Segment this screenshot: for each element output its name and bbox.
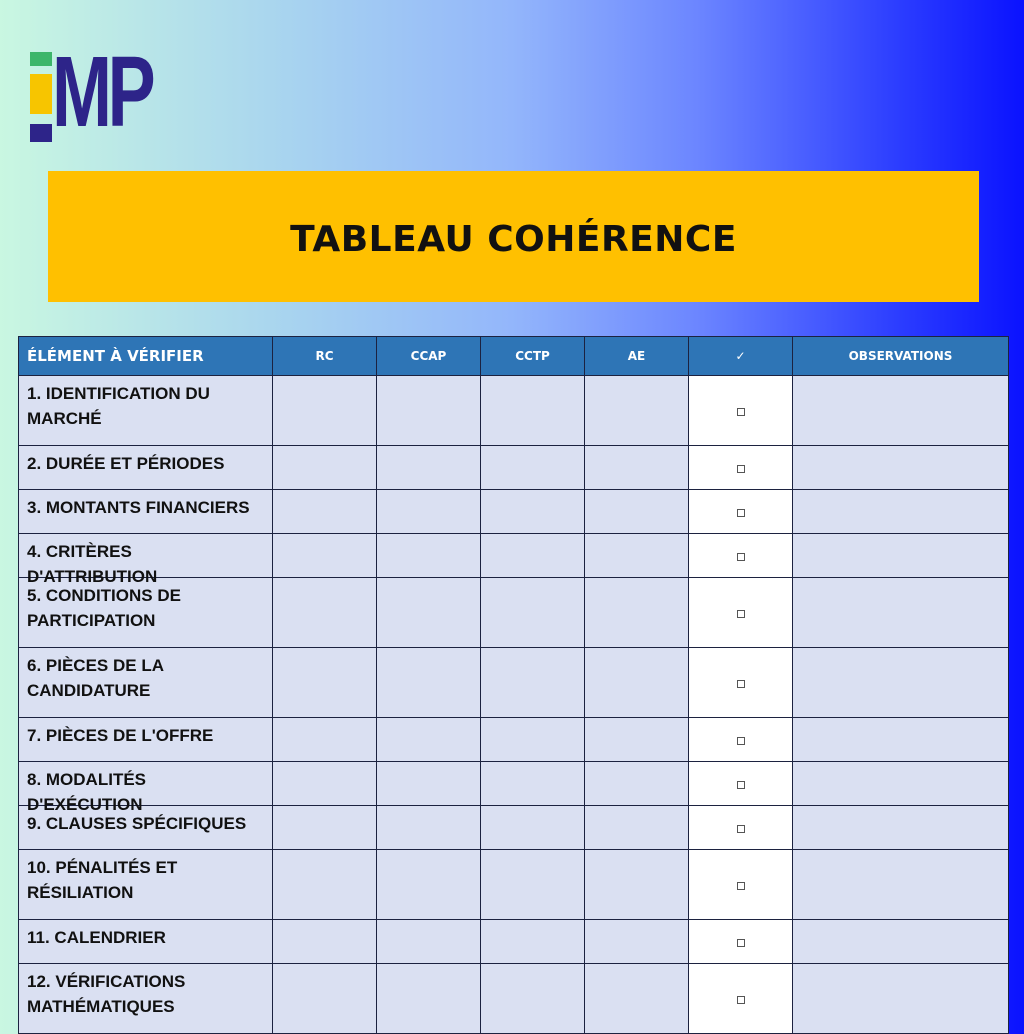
row-label-cell: [19, 806, 273, 850]
check-cell: [689, 578, 793, 648]
check-cell: [689, 762, 793, 806]
table-row: [19, 806, 1009, 850]
row-label: 11. CALENDRIER: [27, 928, 166, 947]
cell-rc[interactable]: [273, 578, 377, 648]
cell-cctp[interactable]: [481, 446, 585, 490]
cell-ae[interactable]: [585, 806, 689, 850]
table-header-row: [19, 337, 1009, 376]
checkbox-icon[interactable]: [737, 996, 745, 1004]
cell-cctp[interactable]: [481, 920, 585, 964]
header-ae: AE: [585, 337, 689, 376]
cell-cctp[interactable]: [481, 850, 585, 920]
cell-ae[interactable]: [585, 964, 689, 1034]
cell-ccap[interactable]: [377, 718, 481, 762]
check-cell: [689, 718, 793, 762]
cell-ae[interactable]: [585, 490, 689, 534]
cell-observations[interactable]: [793, 920, 1009, 964]
cell-ae[interactable]: [585, 762, 689, 806]
cell-observations[interactable]: [793, 490, 1009, 534]
cell-ae[interactable]: [585, 920, 689, 964]
title-banner: [48, 171, 979, 302]
cell-rc[interactable]: [273, 718, 377, 762]
cell-ae[interactable]: [585, 534, 689, 578]
cell-cctp[interactable]: [481, 534, 585, 578]
cell-cctp[interactable]: [481, 806, 585, 850]
cell-observations[interactable]: [793, 376, 1009, 446]
cell-rc[interactable]: [273, 534, 377, 578]
cell-observations[interactable]: [793, 648, 1009, 718]
check-cell: [689, 850, 793, 920]
check-cell: [689, 376, 793, 446]
table-row: [19, 648, 1009, 718]
check-cell: [689, 446, 793, 490]
row-label-cell: [19, 718, 273, 762]
checkbox-icon[interactable]: [737, 408, 745, 416]
table-row: [19, 534, 1009, 578]
cell-cctp[interactable]: [481, 490, 585, 534]
cell-ccap[interactable]: [377, 376, 481, 446]
row-label-cell: [19, 648, 273, 718]
cell-cctp[interactable]: [481, 718, 585, 762]
cell-ae[interactable]: [585, 718, 689, 762]
cell-ae[interactable]: [585, 578, 689, 648]
table-row: [19, 718, 1009, 762]
cell-rc[interactable]: [273, 964, 377, 1034]
checkbox-icon[interactable]: [737, 825, 745, 833]
cell-rc[interactable]: [273, 490, 377, 534]
cell-rc[interactable]: [273, 376, 377, 446]
cell-rc[interactable]: [273, 806, 377, 850]
row-label: 5. CONDITIONS DE PARTICIPATION: [27, 586, 181, 630]
row-label-cell: [19, 490, 273, 534]
row-label-cell: [19, 920, 273, 964]
cell-ccap[interactable]: [377, 578, 481, 648]
row-label-cell: [19, 850, 273, 920]
table-row: [19, 578, 1009, 648]
logo-purple-bar: [30, 124, 52, 142]
table-row: [19, 920, 1009, 964]
cell-ccap[interactable]: [377, 850, 481, 920]
row-label-cell: [19, 578, 273, 648]
checkbox-icon[interactable]: [737, 939, 745, 947]
row-label-cell: [19, 964, 273, 1034]
table-row: [19, 490, 1009, 534]
row-label: 7. PIÈCES DE L'OFFRE: [27, 726, 214, 745]
header-cctp: CCTP: [481, 337, 585, 376]
checkbox-icon[interactable]: [737, 509, 745, 517]
check-cell: [689, 534, 793, 578]
cell-ae[interactable]: [585, 376, 689, 446]
coherence-table: [18, 336, 1009, 1034]
header-observations: OBSERVATIONS: [793, 337, 1009, 376]
cell-rc[interactable]: [273, 920, 377, 964]
table-row: [19, 376, 1009, 446]
table-row: [19, 762, 1009, 806]
checkbox-icon[interactable]: [737, 781, 745, 789]
cell-observations[interactable]: [793, 762, 1009, 806]
row-label: 3. MONTANTS FINANCIERS: [27, 498, 250, 517]
check-cell: [689, 964, 793, 1034]
cell-rc[interactable]: [273, 446, 377, 490]
row-label: 8. MODALITÉS D'EXÉCUTION: [27, 770, 147, 814]
header-rc: RC: [273, 337, 377, 376]
checkbox-icon[interactable]: [737, 610, 745, 618]
cell-rc[interactable]: [273, 850, 377, 920]
cell-observations[interactable]: [793, 850, 1009, 920]
cell-observations[interactable]: [793, 806, 1009, 850]
check-cell: [689, 648, 793, 718]
cell-ccap[interactable]: [377, 762, 481, 806]
cell-cctp[interactable]: [481, 648, 585, 718]
cell-observations[interactable]: [793, 578, 1009, 648]
cell-cctp[interactable]: [481, 578, 585, 648]
logo-yellow-bar: [30, 74, 52, 114]
cell-ccap[interactable]: [377, 964, 481, 1034]
cell-ae[interactable]: [585, 446, 689, 490]
cell-observations[interactable]: [793, 446, 1009, 490]
logo-green-bar: [30, 52, 52, 66]
logo-text: MP: [52, 36, 152, 148]
row-label: 6. PIÈCES DE LA CANDIDATURE: [27, 656, 164, 700]
cell-cctp[interactable]: [481, 376, 585, 446]
cell-ae[interactable]: [585, 648, 689, 718]
row-label-cell: [19, 534, 273, 586]
row-label: 4. CRITÈRES D'ATTRIBUTION: [27, 542, 158, 586]
checkbox-icon[interactable]: [737, 680, 745, 688]
cell-ae[interactable]: [585, 850, 689, 920]
row-label: 12. VÉRIFICATIONS MATHÉMATIQUES: [27, 972, 186, 1016]
cell-rc[interactable]: [273, 762, 377, 806]
check-cell: [689, 490, 793, 534]
header-ccap: CCAP: [377, 337, 481, 376]
checkbox-icon[interactable]: [737, 553, 745, 561]
cell-cctp[interactable]: [481, 762, 585, 806]
cell-ccap[interactable]: [377, 534, 481, 578]
row-label: 2. DURÉE ET PÉRIODES: [27, 454, 225, 473]
cell-cctp[interactable]: [481, 964, 585, 1034]
row-label-cell: [19, 762, 273, 814]
cell-observations[interactable]: [793, 964, 1009, 1034]
cell-ccap[interactable]: [377, 446, 481, 490]
page-title: TABLEAU COHÉRENCE: [290, 219, 737, 260]
cell-ccap[interactable]: [377, 648, 481, 718]
cell-ccap[interactable]: [377, 806, 481, 850]
table-row: [19, 964, 1009, 1034]
header-check: ✓: [689, 337, 793, 376]
check-cell: [689, 920, 793, 964]
row-label-cell: [19, 376, 273, 446]
row-label: 10. PÉNALITÉS ET RÉSILIATION: [27, 858, 178, 902]
cell-observations[interactable]: [793, 718, 1009, 762]
check-cell: [689, 806, 793, 850]
cell-ccap[interactable]: [377, 920, 481, 964]
header-element: ÉLÉMENT À VÉRIFIER: [19, 337, 273, 376]
row-label-cell: [19, 446, 273, 490]
cell-observations[interactable]: [793, 534, 1009, 578]
checkbox-icon[interactable]: [737, 737, 745, 745]
row-label: 1. IDENTIFICATION DU MARCHÉ: [27, 384, 210, 428]
table-row: [19, 446, 1009, 490]
row-label: 9. CLAUSES SPÉCIFIQUES: [27, 814, 247, 833]
cell-rc[interactable]: [273, 648, 377, 718]
checkbox-icon[interactable]: [737, 882, 745, 890]
logo: [30, 36, 180, 148]
table-row: [19, 850, 1009, 920]
cell-ccap[interactable]: [377, 490, 481, 534]
checkbox-icon[interactable]: [737, 465, 745, 473]
